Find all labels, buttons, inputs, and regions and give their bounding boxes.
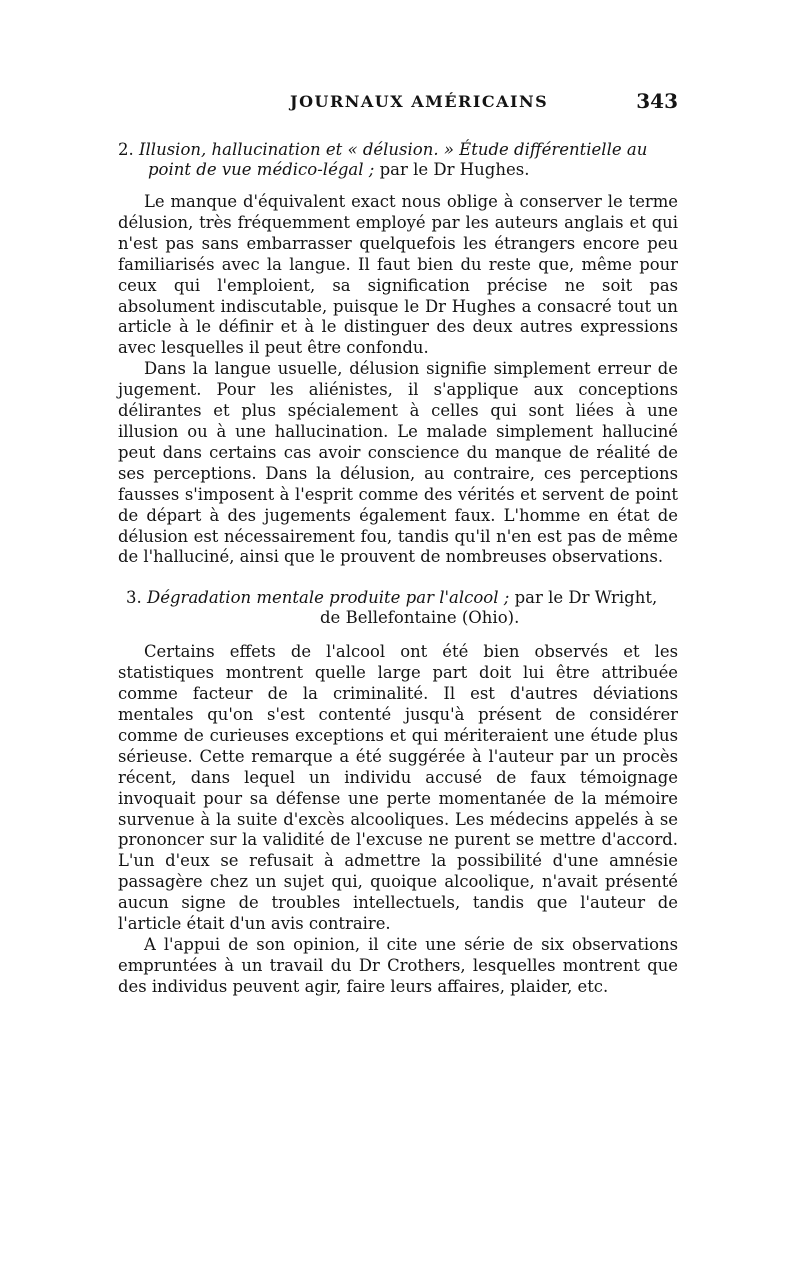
article-1-author: par le Dr Hughes. [379, 160, 530, 179]
article-1-heading-line2 [118, 160, 678, 180]
page-number: 343 [636, 89, 678, 113]
article-2-number: 3. [126, 588, 142, 608]
running-title: JOURNAUX AMÉRICAINS [290, 92, 549, 111]
article-1-title-line2: point de vue médico-légal ; [148, 160, 375, 179]
page-body [118, 140, 678, 998]
article-2-paragraph: Certains effets de l'alcool ont été bien observés et les statistiques montrent quelle large part doit lui être attribuée comme facteur de la criminalité. Il est d'autres déviations mentales qu'on s'est contenté jusqu'à présent de considérer comme de curieuses exceptions et qui mériteraient une étude plus sérieuse. Cette remarque a été suggérée à l'auteur par un procès récent, dans lequel un individu accusé de faux témoignage invoquait pour sa défense une perte momentanée de la mémoire survenue à la suite d'excès alcooliques. Les médecins appelés à se prononcer sur la validité de l'excuse ne purent se mettre d'accord. L'un d'eux se refusait à admettre la possibilité d'une amnésie passagère chez un sujet qui, quoique alcoolique, n'avait présenté aucun signe de troubles intellectuels, tandis que l'auteur de l'article était d'un avis contraire. [118, 642, 678, 934]
article-1-title-line1: Illusion, hallucination et « délusion. » Étude différentielle au [139, 140, 648, 159]
article-1-heading [118, 140, 678, 180]
article-1-paragraph: Le manque d'équivalent exact nous oblige à conserver le terme délusion, très fréquemment employé par les auteurs anglais et qui n'est pas sans embarrasser quelquefois les étrangers encore peu familiarisés avec la langue. Il faut bien du reste que, même pour ceux qui l'emploient, sa signification précise ne soit pas absolument indiscutable, puisque le Dr Hughes a consacré tout un article à le définir et à le distinguer des deux autres expressions avec lesquelles il peut être confondu. [118, 192, 678, 358]
article-2-author: par le Dr Wright, [514, 588, 658, 608]
article-2-heading-line2 [118, 608, 678, 628]
article-1-paragraph: Dans la langue usuelle, délusion signifie simplement erreur de jugement. Pour les aliénistes, il s'applique aux conceptions délirantes et plus spécialement à celles qui sont liées à une illusion ou à une hallucination. Le malade simplement halluciné peut dans certains cas avoir conscience du manque de réalité de ses perceptions. Dans la délusion, au contraire, ces perceptions fausses s'imposent à l'esprit comme des vérités et servent de point de départ à des jugements également faux. L'homme en état de délusion est nécessairement fou, tandis qu'il n'en est pas de même de l'halluciné, ainsi que le prouvent de nombreuses observations. [118, 359, 678, 567]
article-2-heading [118, 588, 678, 628]
page-header [118, 89, 678, 118]
article-2-paragraph: A l'appui de son opinion, il cite une série de six observations empruntées à un travail du Dr Crothers, lesquelles montrent que des individus peuvent agir, faire leurs affaires, plaider, etc. [118, 935, 678, 996]
article-2-author-affiliation: de Bellefontaine (Ohio). [320, 608, 520, 628]
article-2-title: Dégradation mentale produite par l'alcool ; [147, 588, 510, 608]
article-1-number: 2. [118, 140, 134, 159]
article-2-heading-line1 [118, 588, 678, 608]
article-1-heading-line1 [118, 140, 678, 160]
